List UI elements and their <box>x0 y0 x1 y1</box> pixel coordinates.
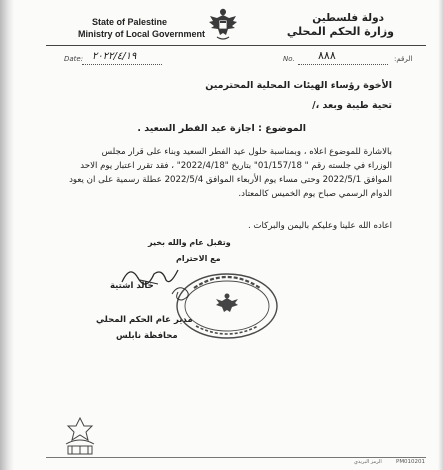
header-en-ministry: Ministry of Local Government <box>78 29 206 39</box>
signatory-name: خالد اشتية <box>110 281 154 291</box>
date-dotted-line <box>82 64 162 65</box>
body-line: الوزراء في جلسته رقم " 01/157/18" بتاريخ "2022/4/18" ، فقد تقرر اعتبار يوم الاحد <box>80 161 392 171</box>
body-line: الموافق 2022/5/1 وحتى مساء يوم الأربعاء الموافق 2022/5/4 عطلة رسمية على ان يعود <box>69 175 392 185</box>
header-ar-state: دولة فلسطين <box>312 12 384 24</box>
subject-line <box>137 124 306 134</box>
header-ar-ministry: وزارة الحكم المحلي <box>286 25 394 38</box>
addressee: الأخوة رؤساء الهيئات المحلية المحترمين <box>205 80 392 91</box>
closing-regards: مع الاحترام <box>176 254 221 263</box>
header-divider <box>46 45 426 46</box>
number-handwritten-value: ٨٨٨ <box>318 49 336 62</box>
subject-text: اجازة عيد الفطر السعيد . <box>137 123 255 134</box>
official-round-stamp <box>172 270 282 342</box>
body-line: الدوام الرسمي صباح يوم الخميس كالمعتاد. <box>238 189 392 199</box>
footer-form-code: PM010201 <box>396 459 426 465</box>
footer-emblem-logo <box>60 414 100 458</box>
subject-label: الموضوع : <box>258 123 306 134</box>
closing-blessing: اعاده الله علينا وعليكم باليمن والبركات . <box>247 221 392 231</box>
scan-edge-left <box>0 0 14 470</box>
footer-divider <box>46 457 426 458</box>
number-dotted-line <box>298 64 388 65</box>
greeting: تحية طيبة وبعد ،/ <box>312 100 392 111</box>
signature-loop-mark <box>168 282 198 304</box>
header-en-state: State of Palestine <box>92 17 168 27</box>
number-label: No. <box>283 55 295 63</box>
footer-postal-label: الرمز البريدي <box>354 459 382 465</box>
reference-label-ar: :الرقم <box>394 55 413 63</box>
palestine-eagle-emblem <box>208 6 238 44</box>
scan-edge-right <box>438 0 444 470</box>
date-handwritten-value: ٢٠٢٢/٤/١٩ <box>92 51 137 62</box>
closing-wishes: وتقبل عام والله بخير <box>148 238 231 247</box>
body-line: بالاشارة للموضوع اعلاه ، وبمناسبة حلول عيد الفطر السعيد وبناء على قرار مجلس <box>101 147 392 157</box>
signatory-region: محافظة نابلس <box>116 331 178 341</box>
body-paragraph <box>42 145 392 201</box>
signatory-title: مدير عام الحكم المحلي <box>96 315 193 325</box>
date-label: Date: <box>64 55 84 63</box>
